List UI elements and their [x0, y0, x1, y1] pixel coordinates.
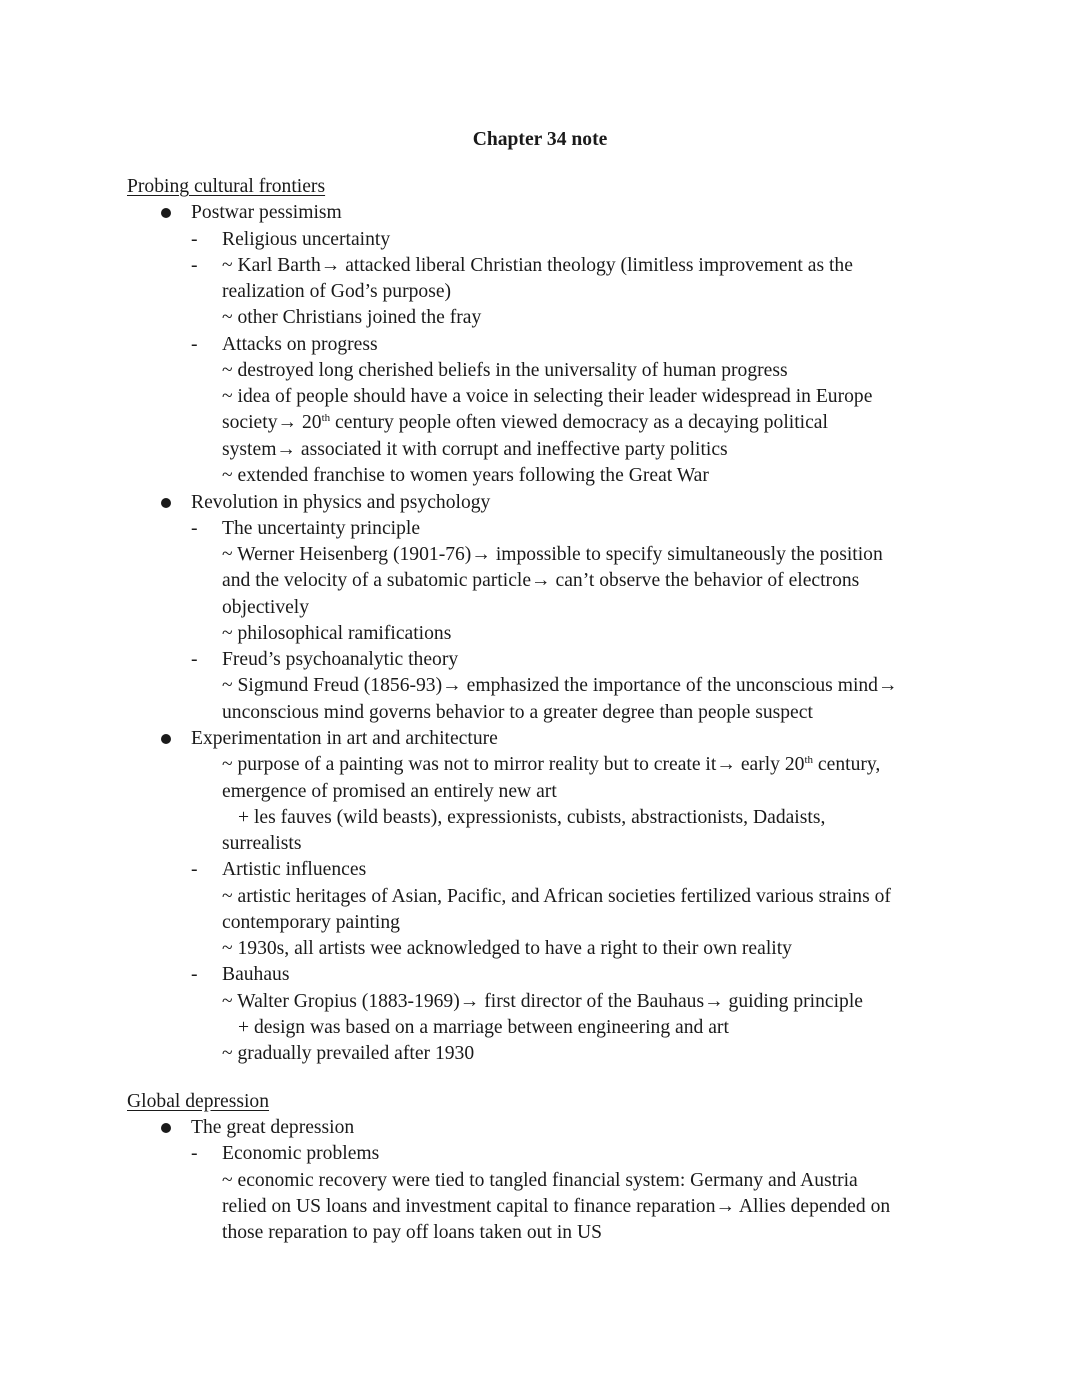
note-line: ~ artistic heritages of Asian, Pacific, and African societies fertilized various strains of	[222, 886, 891, 907]
dash-marker: -	[191, 964, 198, 985]
bullet-marker	[161, 208, 171, 218]
dash-marker: -	[191, 518, 198, 539]
note-line: objectively	[222, 597, 310, 618]
section-heading-probing-cultural-frontiers: Probing cultural frontiers	[127, 176, 326, 197]
sub-item-economic-problems: Economic problems	[222, 1143, 380, 1164]
note-line: ~ extended franchise to women years following the Great War	[222, 465, 709, 486]
note-line: ~ purpose of a painting was not to mirror reality but to create it→ early 20th century,	[222, 754, 881, 775]
sub-item-freud-theory: Freud’s psychoanalytic theory	[222, 649, 459, 670]
note-line: system→ associated it with corrupt and ineffective party politics	[222, 439, 728, 460]
note-line: ~ Sigmund Freud (1856-93)→ emphasized the importance of the unconscious mind→	[222, 675, 898, 696]
dash-marker: -	[191, 1143, 198, 1164]
sub-item-attacks-on-progress: Attacks on progress	[222, 334, 378, 355]
note-line: relied on US loans and investment capital to finance reparation→ Allies depended on	[222, 1196, 891, 1217]
bullet-item-postwar-pessimism: Postwar pessimism	[191, 202, 342, 223]
note-line: ~ Karl Barth→ attacked liberal Christian theology (limitless improvement as the	[222, 255, 853, 276]
sub-item-artistic-influences: Artistic influences	[222, 859, 367, 880]
note-line: those reparation to pay off loans taken out in US	[222, 1222, 603, 1243]
note-line: ~ other Christians joined the fray	[222, 307, 482, 328]
note-line: emergence of promised an entirely new art	[222, 781, 557, 802]
note-line: + les fauves (wild beasts), expressionists, cubists, abstractionists, Dadaists,	[238, 807, 826, 828]
note-line: society→ 20th century people often viewed democracy as a decaying political	[222, 412, 828, 433]
dash-marker: -	[191, 859, 198, 880]
note-line: ~ destroyed long cherished beliefs in the universality of human progress	[222, 360, 788, 381]
bullet-marker	[161, 498, 171, 508]
dash-marker: -	[191, 229, 198, 250]
note-line: ~ gradually prevailed after 1930	[222, 1043, 475, 1064]
note-line: ~ economic recovery were tied to tangled financial system: Germany and Austria	[222, 1170, 858, 1191]
note-line: contemporary painting	[222, 912, 400, 933]
bullet-marker	[161, 734, 171, 744]
note-line: ~ 1930s, all artists wee acknowledged to have a right to their own reality	[222, 938, 792, 959]
bullet-marker	[161, 1123, 171, 1133]
note-line: unconscious mind governs behavior to a greater degree than people suspect	[222, 702, 813, 723]
note-line: ~ philosophical ramifications	[222, 623, 452, 644]
note-line: + design was based on a marriage between engineering and art	[238, 1017, 729, 1038]
dash-marker: -	[191, 255, 198, 276]
note-line: ~ Werner Heisenberg (1901-76)→ impossible to specify simultaneously the position	[222, 544, 883, 565]
note-line: and the velocity of a subatomic particle→ can’t observe the behavior of electrons	[222, 570, 860, 591]
bullet-item-great-depression: The great depression	[191, 1117, 355, 1138]
sub-item-bauhaus: Bauhaus	[222, 964, 290, 985]
sub-item-uncertainty-principle: The uncertainty principle	[222, 518, 421, 539]
note-line: ~ idea of people should have a voice in selecting their leader widespread in Europe	[222, 386, 873, 407]
page-title: Chapter 34 note	[472, 129, 608, 150]
dash-marker: -	[191, 334, 198, 355]
note-line: ~ Walter Gropius (1883-1969)→ first director of the Bauhaus→ guiding principle	[222, 991, 863, 1012]
bullet-item-experimentation-art: Experimentation in art and architecture	[191, 728, 498, 749]
section-heading-global-depression: Global depression	[127, 1091, 270, 1112]
sub-item-religious-uncertainty: Religious uncertainty	[222, 229, 391, 250]
note-line: realization of God’s purpose)	[222, 281, 452, 302]
bullet-item-revolution-physics-psychology: Revolution in physics and psychology	[191, 492, 491, 513]
note-line: surrealists	[222, 833, 302, 854]
dash-marker: -	[191, 649, 198, 670]
